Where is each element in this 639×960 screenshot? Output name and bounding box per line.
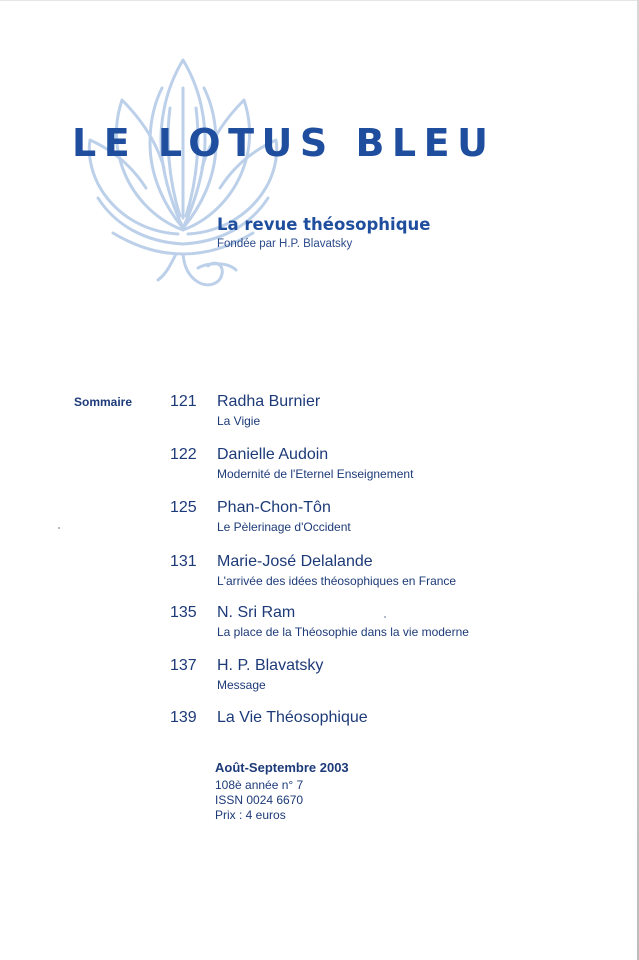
- entry-article-title: La place de la Théosophie dans la vie moderne: [217, 625, 469, 639]
- entry-author: Marie-José Delalande: [217, 553, 373, 570]
- masthead-founded-by: Fondée par H.P. Blavatsky: [217, 238, 353, 250]
- contents-heading: Sommaire: [74, 395, 133, 409]
- entry-author: Danielle Audoin: [217, 446, 329, 463]
- entry-page-number: 137: [170, 657, 197, 674]
- lotus-flower-icon: [58, 48, 308, 298]
- entry-author: La Vie Théosophique: [217, 709, 368, 726]
- entry-page-number: 139: [170, 709, 197, 726]
- entry-author: Radha Burnier: [217, 393, 321, 410]
- issue-volume: 108è année n° 7: [215, 778, 304, 792]
- entry-article-title: Le Pèlerinage d'Occident: [217, 520, 351, 534]
- issue-date: Août-Septembre 2003: [215, 760, 349, 775]
- scan-speck: [384, 616, 386, 618]
- masthead-title: LE LOTUS BLEU: [72, 121, 496, 165]
- entry-page-number: 125: [170, 499, 197, 516]
- entry-article-title: L'arrivée des idées théosophiques en France: [217, 574, 457, 588]
- issue-issn: ISSN 0024 6670: [215, 793, 304, 807]
- entry-article-title: Message: [217, 678, 266, 692]
- page-top-edge: [0, 0, 639, 1]
- entry-author: H. P. Blavatsky: [217, 657, 324, 674]
- entry-page-number: 131: [170, 553, 197, 570]
- issue-price: Prix : 4 euros: [215, 808, 286, 822]
- entry-author: Phan-Chon-Tôn: [217, 499, 331, 516]
- entry-page-number: 122: [170, 446, 197, 463]
- masthead-subtitle: La revue théosophique: [217, 215, 431, 234]
- entry-author: N. Sri Ram: [217, 604, 296, 621]
- entry-page-number: 121: [170, 393, 197, 410]
- scan-speck: [58, 527, 60, 529]
- entry-article-title: Modernité de l'Eternel Enseignement: [217, 467, 414, 481]
- entry-article-title: La Vigie: [217, 414, 261, 428]
- issue-info: [215, 760, 349, 823]
- entry-page-number: 135: [170, 604, 197, 621]
